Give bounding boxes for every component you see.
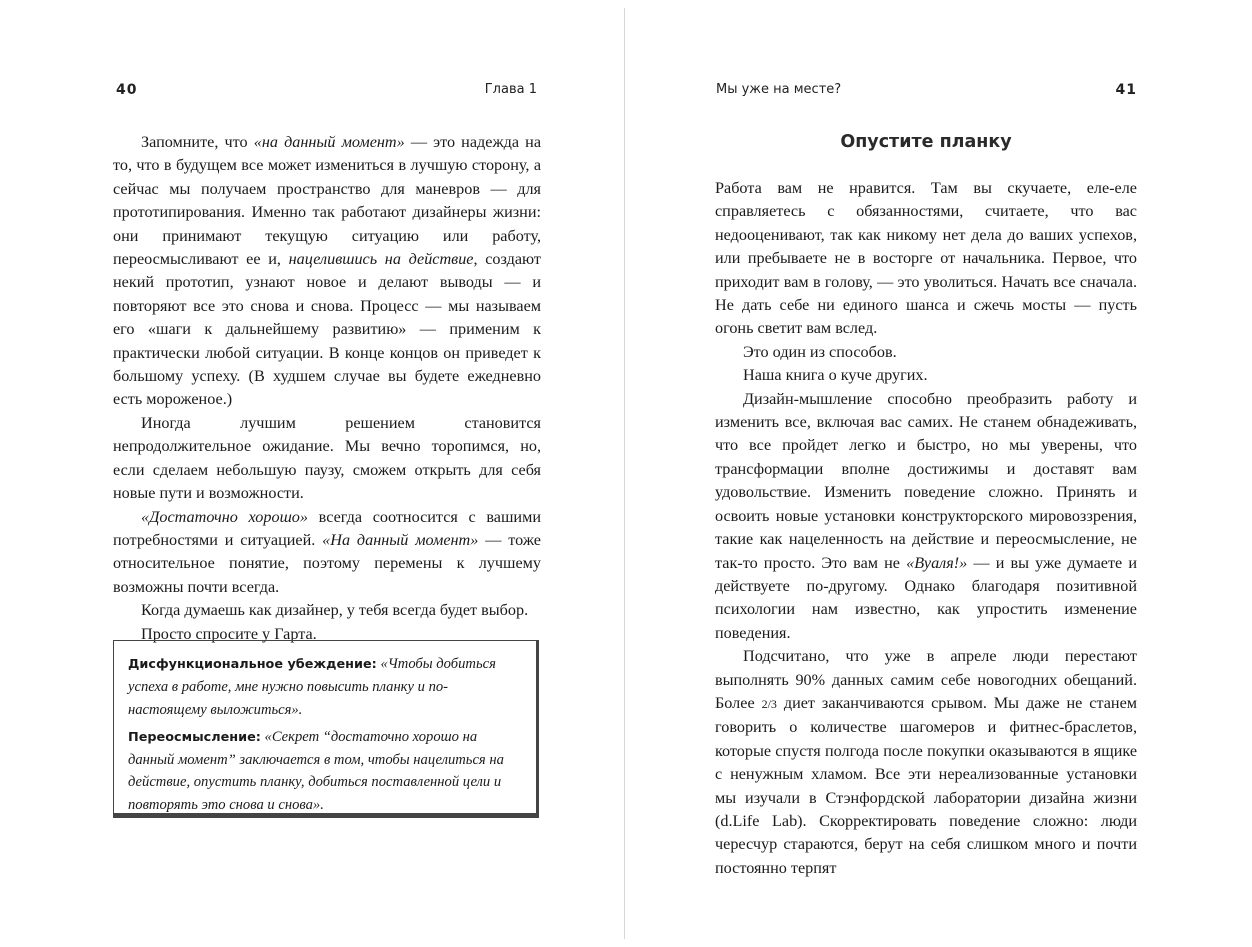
paragraph: Это один из способов. bbox=[743, 342, 897, 361]
body-text-left bbox=[113, 131, 541, 646]
chapter-title: Мы уже на месте? bbox=[716, 82, 842, 97]
left-page bbox=[113, 0, 541, 947]
callout-box bbox=[113, 640, 539, 818]
paragraph: «Достаточно хорошо» всегда соотносится с вашими потребностями и ситуацией. «На данный момент» — тоже относительное понятие, поэтому перемены к лучшему возможны почти всегда. bbox=[113, 507, 541, 596]
callout-dysfunctional-belief: Дисфункциональное убеждение: «Чтобы добиться успеха в работе, мне нужно повысить планку и по-настоящему выложиться». bbox=[128, 656, 496, 718]
running-head-left bbox=[113, 82, 541, 102]
body-text-right bbox=[715, 177, 1137, 880]
fraction: 2/3 bbox=[761, 696, 777, 711]
paragraph: Работа вам не нравится. Там вы скучаете, еле-еле справляетесь с обязанностями, считаете, что вас недооценивают, так как никому нет дела до ваших успехов, или пребываете не в восторге от начальника. Первое, что приходит вам в голову, — это уволиться. Начать все сначала. Не дать себе ни единого шанса и сжечь мосты — пусть огонь светит вам вслед. bbox=[715, 179, 1137, 338]
paragraph: Наша книга о куче других. bbox=[743, 366, 928, 385]
section-heading: Опустите планку bbox=[840, 132, 1012, 152]
paragraph: Когда думаешь как дизайнер, у тебя всегда будет выбор. bbox=[141, 601, 529, 620]
paragraph: Иногда лучшим решением становится непродолжительное ожидание. Мы вечно торопимся, но, если сделаем небольшую паузу, сможем открыть для себя новые пути и возможности. bbox=[113, 413, 541, 503]
running-head-right bbox=[715, 82, 1137, 102]
chapter-title: Глава 1 bbox=[484, 82, 537, 97]
paragraph: Запомните, что «на данный момент» — это надежда на то, что в будущем все может измениться в лучшую сторону, а сейчас мы получаем пространство для маневров — для прототипирования. Именно так работают дизайнеры жизни: они принимают текущую ситуацию или работу, переосмысливают ее и, нацелившись на действие, создают некий прототип, узнают новое и делают выводы — и повторяют все это снова и снова. Процесс — мы называем его «шаги к дальнейшему развитию» — применим к практически любой ситуации. В конце концов он приведет к большому успеху. (В худшем случае вы будете ежедневно есть мороженое.) bbox=[113, 133, 542, 409]
page-number: 40 bbox=[116, 82, 138, 98]
paragraph: Подсчитано, что уже в апреле люди перестают выполнять 90% данных самим себе новогодних обещаний. Более 2/3 диет заканчиваются срывом. Мы даже не станем говорить о количестве шагомеров и фитнес-браслетов, которые спустя полгода после покупки оказываются в ящике с ненужным хламом. Все эти нереализованные установки мы изучали в Стэнфордской лаборатории дизайна жизни (d.Life Lab). Скорректировать поведение сложно: люди чересчур стараются, берут на себя слишком много и почти постоянно терпят bbox=[715, 647, 1138, 877]
paragraph: Просто спросите у Гарта. bbox=[141, 624, 317, 643]
callout-reframe: Переосмысление: «Секрет “достаточно хорошо на данный момент” заключается в том, чтобы нацелиться на действие, опустить планку, добиться поставленной цели и повторять это снова и снова». bbox=[128, 728, 504, 813]
right-page bbox=[715, 0, 1137, 947]
page-gutter bbox=[624, 8, 625, 939]
page-number: 41 bbox=[1115, 82, 1137, 98]
paragraph: Дизайн-мышление способно преобразить работу и изменить все, включая вас самих. Не станем обнадеживать, что все пройдет легко и быстро, но мы уверены, что трансформации вполне достижимы и доставят вам удовольствие. Изменить поведение сложно. Принять и освоить новые установки конструкторского мировоззрения, такие как нацеленность на действие и переосмысление, не так-то просто. Это вам не «Вуаля!» — и вы уже думаете и действуете по-другому. Однако благодаря позитивной психологии нам известно, как упростить изменение поведения. bbox=[715, 389, 1138, 642]
